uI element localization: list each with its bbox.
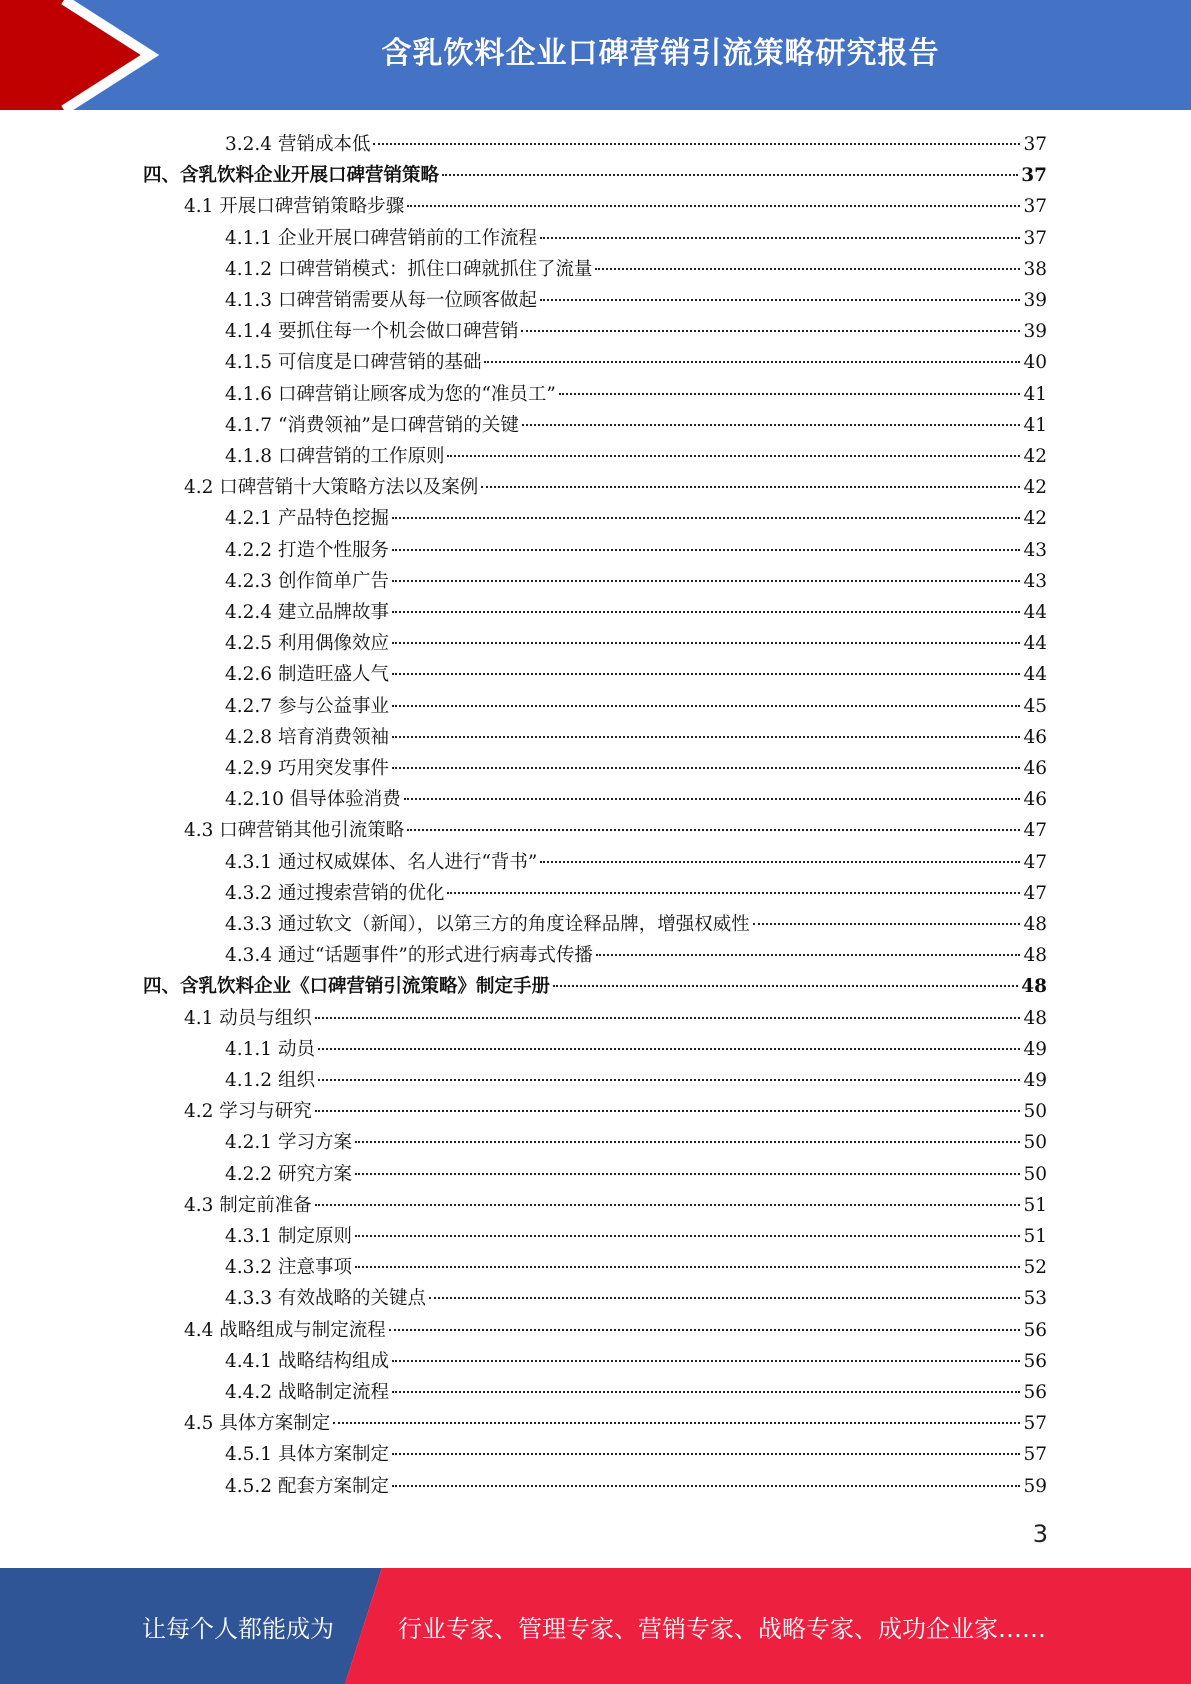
toc-entry-page: 50 xyxy=(1023,1101,1047,1123)
toc-entry-label: 4.3 口碑营销其他引流策略 xyxy=(184,820,405,842)
toc-entry-page: 37 xyxy=(1021,165,1047,187)
toc-entry[interactable] xyxy=(143,971,1047,1002)
toc-entry[interactable] xyxy=(225,597,1047,628)
toc-entry-page: 49 xyxy=(1023,1070,1047,1091)
toc-entry[interactable] xyxy=(225,347,1047,378)
toc-entry-label: 4.3 制定前准备 xyxy=(184,1194,312,1216)
toc-entry-page: 52 xyxy=(1023,1257,1047,1279)
toc-entry-page: 51 xyxy=(1023,1226,1047,1247)
toc-entry[interactable] xyxy=(225,410,1047,441)
toc-entry-label: 4.3.4 通过“话题事件”的形式进行病毒式传播 xyxy=(225,945,593,967)
toc-entry[interactable] xyxy=(225,659,1047,690)
toc-entry-page: 48 xyxy=(1023,914,1047,935)
toc-entry-page: 48 xyxy=(1023,1007,1047,1029)
toc-entry-page: 53 xyxy=(1023,1288,1047,1310)
toc-entry[interactable] xyxy=(225,129,1047,160)
toc-entry-page: 40 xyxy=(1023,352,1047,374)
toc-entry[interactable] xyxy=(225,223,1047,254)
toc-entry-page: 46 xyxy=(1023,789,1047,811)
toc-dot-leader xyxy=(753,923,1021,925)
toc-entry-label: 4.2.10 倡导体验消费 xyxy=(225,789,401,811)
footer-band xyxy=(0,1568,1191,1684)
toc-entry-label: 4.2 口碑营销十大策略方法以及案例 xyxy=(184,477,479,499)
toc-entry-page: 47 xyxy=(1023,882,1047,904)
toc-entry-label: 4.5.2 配套方案制定 xyxy=(225,1475,389,1497)
toc-entry[interactable] xyxy=(225,722,1047,753)
toc-dot-leader xyxy=(540,861,1020,863)
toc-entry-label: 4.4 战略组成与制定流程 xyxy=(184,1319,386,1341)
toc-entry-label: 4.2.1 学习方案 xyxy=(225,1132,352,1154)
toc-dot-leader xyxy=(484,361,1020,363)
toc-entry[interactable] xyxy=(225,254,1047,285)
toc-dot-leader xyxy=(318,1048,1021,1050)
toc-dot-leader xyxy=(355,1141,1021,1143)
toc-entry[interactable] xyxy=(225,878,1047,909)
toc-dot-leader xyxy=(355,1173,1021,1175)
toc-entry-page: 42 xyxy=(1023,446,1047,467)
toc-dot-leader xyxy=(595,268,1020,270)
footer-slogan-left: 让每个人都能成为 xyxy=(142,1614,334,1643)
toc-dot-leader xyxy=(318,1079,1021,1081)
toc-entry-page: 56 xyxy=(1023,1350,1047,1372)
toc-dot-leader xyxy=(392,517,1020,519)
toc-entry[interactable] xyxy=(225,285,1047,316)
toc-entry-page: 56 xyxy=(1023,1382,1047,1403)
toc-dot-leader xyxy=(392,1453,1020,1455)
toc-entry[interactable] xyxy=(225,379,1047,410)
toc-dot-leader xyxy=(540,299,1020,301)
toc-dot-leader xyxy=(333,1422,1020,1424)
toc-entry-label: 4.2.8 培育消费领袖 xyxy=(225,726,389,748)
toc-entry-label: 4.5 具体方案制定 xyxy=(184,1413,331,1435)
toc-entry[interactable] xyxy=(225,1346,1047,1377)
toc-entry-label: 4.2.2 研究方案 xyxy=(225,1163,352,1185)
toc-dot-leader xyxy=(540,237,1020,239)
toc-dot-leader xyxy=(392,1485,1020,1487)
toc-dot-leader xyxy=(559,393,1021,395)
toc-dot-leader xyxy=(373,143,1020,145)
toc-entry-label: 4.3.1 制定原则 xyxy=(225,1226,352,1247)
toc-entry-label: 四、含乳饮料企业《口碑营销引流策略》制定手册 xyxy=(143,976,551,998)
toc-entry[interactable] xyxy=(184,472,1047,503)
toc-dot-leader xyxy=(355,1266,1021,1268)
toc-entry-label: 4.4.1 战略结构组成 xyxy=(225,1350,389,1372)
toc-entry[interactable] xyxy=(225,628,1047,659)
toc-entry-label: 4.1.4 要抓住每一个机会做口碑营销 xyxy=(225,321,519,343)
toc-entry-page: 51 xyxy=(1023,1194,1047,1216)
toc-entry-label: 4.1 开展口碑营销策略步骤 xyxy=(184,196,405,218)
toc-dot-leader xyxy=(407,205,1020,207)
toc-dot-leader xyxy=(553,985,1018,987)
toc-entry[interactable] xyxy=(225,503,1047,534)
toc-entry-label: 4.2.4 建立品牌故事 xyxy=(225,602,389,623)
toc-dot-leader xyxy=(392,642,1020,644)
toc-entry-page: 37 xyxy=(1023,196,1047,218)
toc-entry-label: 4.5.1 具体方案制定 xyxy=(225,1444,389,1466)
header-band xyxy=(0,0,1191,110)
toc-dot-leader xyxy=(392,580,1020,582)
toc-entry[interactable] xyxy=(225,1283,1047,1314)
toc-entry-label: 4.3.3 通过软文（新闻），以第三方的角度诠释品牌，增强权威性 xyxy=(225,914,750,935)
toc-dot-leader xyxy=(521,330,1020,332)
toc-entry[interactable] xyxy=(225,1252,1047,1283)
toc-entry-label: 4.2.9 巧用突发事件 xyxy=(225,758,389,779)
toc-entry-label: 4.3.2 通过搜索营销的优化 xyxy=(225,882,445,904)
toc-entry[interactable] xyxy=(225,691,1047,722)
toc-dot-leader xyxy=(522,424,1021,426)
toc-entry-page: 59 xyxy=(1023,1475,1047,1497)
toc-entry-label: 4.1.1 动员 xyxy=(225,1038,315,1060)
toc-entry-page: 47 xyxy=(1023,820,1047,842)
toc-entry-page: 47 xyxy=(1023,851,1047,873)
toc-entry-page: 56 xyxy=(1023,1319,1047,1341)
toc-dot-leader xyxy=(481,486,1020,488)
toc-entry-page: 49 xyxy=(1023,1038,1047,1060)
toc-dot-leader xyxy=(392,736,1020,738)
toc-entry-label: 4.1 动员与组织 xyxy=(184,1007,312,1029)
toc-entry[interactable] xyxy=(225,1471,1047,1502)
page-number: 3 xyxy=(1032,1520,1048,1548)
toc-entry-label: 4.1.3 口碑营销需要从每一位顾客做起 xyxy=(225,290,537,311)
toc-entry[interactable] xyxy=(225,784,1047,815)
toc-entry[interactable] xyxy=(184,1096,1047,1127)
toc-entry-page: 57 xyxy=(1023,1413,1047,1435)
toc-entry-page: 39 xyxy=(1023,290,1047,311)
toc-entry[interactable] xyxy=(225,909,1047,940)
toc-entry-page: 42 xyxy=(1023,477,1047,499)
toc-entry-label: 4.1.8 口碑营销的工作原则 xyxy=(225,446,445,467)
toc-dot-leader xyxy=(392,767,1020,769)
toc-entry[interactable] xyxy=(143,160,1047,191)
toc-entry[interactable] xyxy=(184,1190,1047,1221)
toc-entry-page: 42 xyxy=(1023,508,1047,530)
toc-entry-label: 4.1.6 口碑营销让顾客成为您的“准员工” xyxy=(225,383,556,405)
toc-entry[interactable] xyxy=(225,1065,1047,1096)
toc-entry-page: 41 xyxy=(1023,414,1047,436)
toc-entry-page: 46 xyxy=(1023,726,1047,748)
toc-entry[interactable] xyxy=(225,847,1047,878)
toc-dot-leader xyxy=(404,798,1021,800)
toc-dot-leader xyxy=(447,455,1020,457)
toc-entry[interactable] xyxy=(225,316,1047,347)
toc-entry-label: 4.1.1 企业开展口碑营销前的工作流程 xyxy=(225,227,537,249)
document-title: 含乳饮料企业口碑营销引流策略研究报告 xyxy=(381,36,940,71)
toc-entry-label: 4.2.3 创作简单广告 xyxy=(225,570,389,592)
toc-entry[interactable] xyxy=(184,1003,1047,1034)
toc-entry-label: 4.2.2 打造个性服务 xyxy=(225,539,389,561)
toc-entry-page: 44 xyxy=(1023,633,1047,655)
toc-entry-page: 43 xyxy=(1023,570,1047,592)
toc-dot-leader xyxy=(315,1017,1021,1019)
toc-dot-leader xyxy=(392,549,1020,551)
toc-entry-page: 43 xyxy=(1023,539,1047,561)
toc-entry-page: 57 xyxy=(1023,1444,1047,1466)
toc-entry-page: 50 xyxy=(1023,1163,1047,1185)
toc-entry[interactable] xyxy=(225,1377,1047,1408)
toc-entry[interactable] xyxy=(184,815,1047,846)
toc-entry-page: 37 xyxy=(1023,227,1047,249)
toc-entry-label: 4.2.5 利用偶像效应 xyxy=(225,633,389,655)
toc-dot-leader xyxy=(315,1110,1021,1112)
toc-entry-page: 44 xyxy=(1023,664,1047,686)
footer-slogan-right: 行业专家、管理专家、营销专家、战略专家、成功企业家…… xyxy=(398,1614,1046,1643)
toc-entry[interactable] xyxy=(225,535,1047,566)
toc-dot-leader xyxy=(315,1204,1021,1206)
toc-entry-page: 39 xyxy=(1023,321,1047,343)
toc-entry[interactable] xyxy=(225,441,1047,472)
toc-dot-leader xyxy=(429,1297,1020,1299)
toc-dot-leader xyxy=(596,954,1021,956)
toc-entry[interactable] xyxy=(225,1221,1047,1252)
toc-entry-label: 4.1.2 组织 xyxy=(225,1070,315,1091)
toc-entry[interactable] xyxy=(225,940,1047,971)
toc-dot-leader xyxy=(392,1391,1020,1393)
toc-dot-leader xyxy=(407,829,1020,831)
toc-entry[interactable] xyxy=(225,1439,1047,1470)
toc-entry-page: 44 xyxy=(1023,602,1047,623)
toc-entry[interactable] xyxy=(184,1315,1047,1346)
toc-entry-label: 4.4.2 战略制定流程 xyxy=(225,1382,389,1403)
toc-entry-label: 3.2.4 营销成本低 xyxy=(225,134,371,155)
toc-entry-page: 46 xyxy=(1023,758,1047,779)
toc-entry-label: 4.2.1 产品特色挖掘 xyxy=(225,508,389,530)
toc-entry-page: 45 xyxy=(1023,695,1047,717)
toc-entry-label: 4.1.7 “消费领袖”是口碑营销的关键 xyxy=(225,414,519,436)
toc-entry-label: 4.3.3 有效战略的关键点 xyxy=(225,1288,426,1310)
toc-dot-leader xyxy=(447,892,1020,894)
toc-entry[interactable] xyxy=(225,566,1047,597)
toc-dot-leader xyxy=(355,1235,1021,1237)
toc-entry[interactable] xyxy=(225,1034,1047,1065)
toc-dot-leader xyxy=(389,1329,1021,1331)
toc-entry-page: 50 xyxy=(1023,1132,1047,1154)
toc-entry[interactable] xyxy=(225,1159,1047,1190)
toc-entry[interactable] xyxy=(225,1127,1047,1158)
toc-dot-leader xyxy=(392,1360,1020,1362)
toc-entry-label: 4.1.2 口碑营销模式：抓住口碑就抓住了流量 xyxy=(225,258,593,280)
toc-entry-label: 4.1.5 可信度是口碑营销的基础 xyxy=(225,352,482,374)
toc-entry-label: 4.2.6 制造旺盛人气 xyxy=(225,664,389,686)
toc-entry-page: 48 xyxy=(1023,945,1047,967)
toc-entry-label: 四、含乳饮料企业开展口碑营销策略 xyxy=(143,165,440,187)
toc-entry[interactable] xyxy=(184,191,1047,222)
toc-entry-label: 4.3.2 注意事项 xyxy=(225,1257,352,1279)
toc-entry-page: 38 xyxy=(1023,258,1047,280)
toc-dot-leader xyxy=(392,673,1020,675)
toc-entry-page: 48 xyxy=(1021,976,1047,998)
toc-entry-page: 37 xyxy=(1023,134,1047,155)
toc-entry-label: 4.2.7 参与公益事业 xyxy=(225,695,389,717)
toc-entry-label: 4.2 学习与研究 xyxy=(184,1101,312,1123)
toc-dot-leader xyxy=(392,611,1020,613)
toc-entry-page: 41 xyxy=(1023,383,1047,405)
toc-entry-label: 4.3.1 通过权威媒体、名人进行“背书” xyxy=(225,851,538,873)
toc-entry[interactable] xyxy=(184,1408,1047,1439)
toc-entry[interactable] xyxy=(225,753,1047,784)
toc-dot-leader xyxy=(442,174,1018,176)
toc-dot-leader xyxy=(392,705,1020,707)
